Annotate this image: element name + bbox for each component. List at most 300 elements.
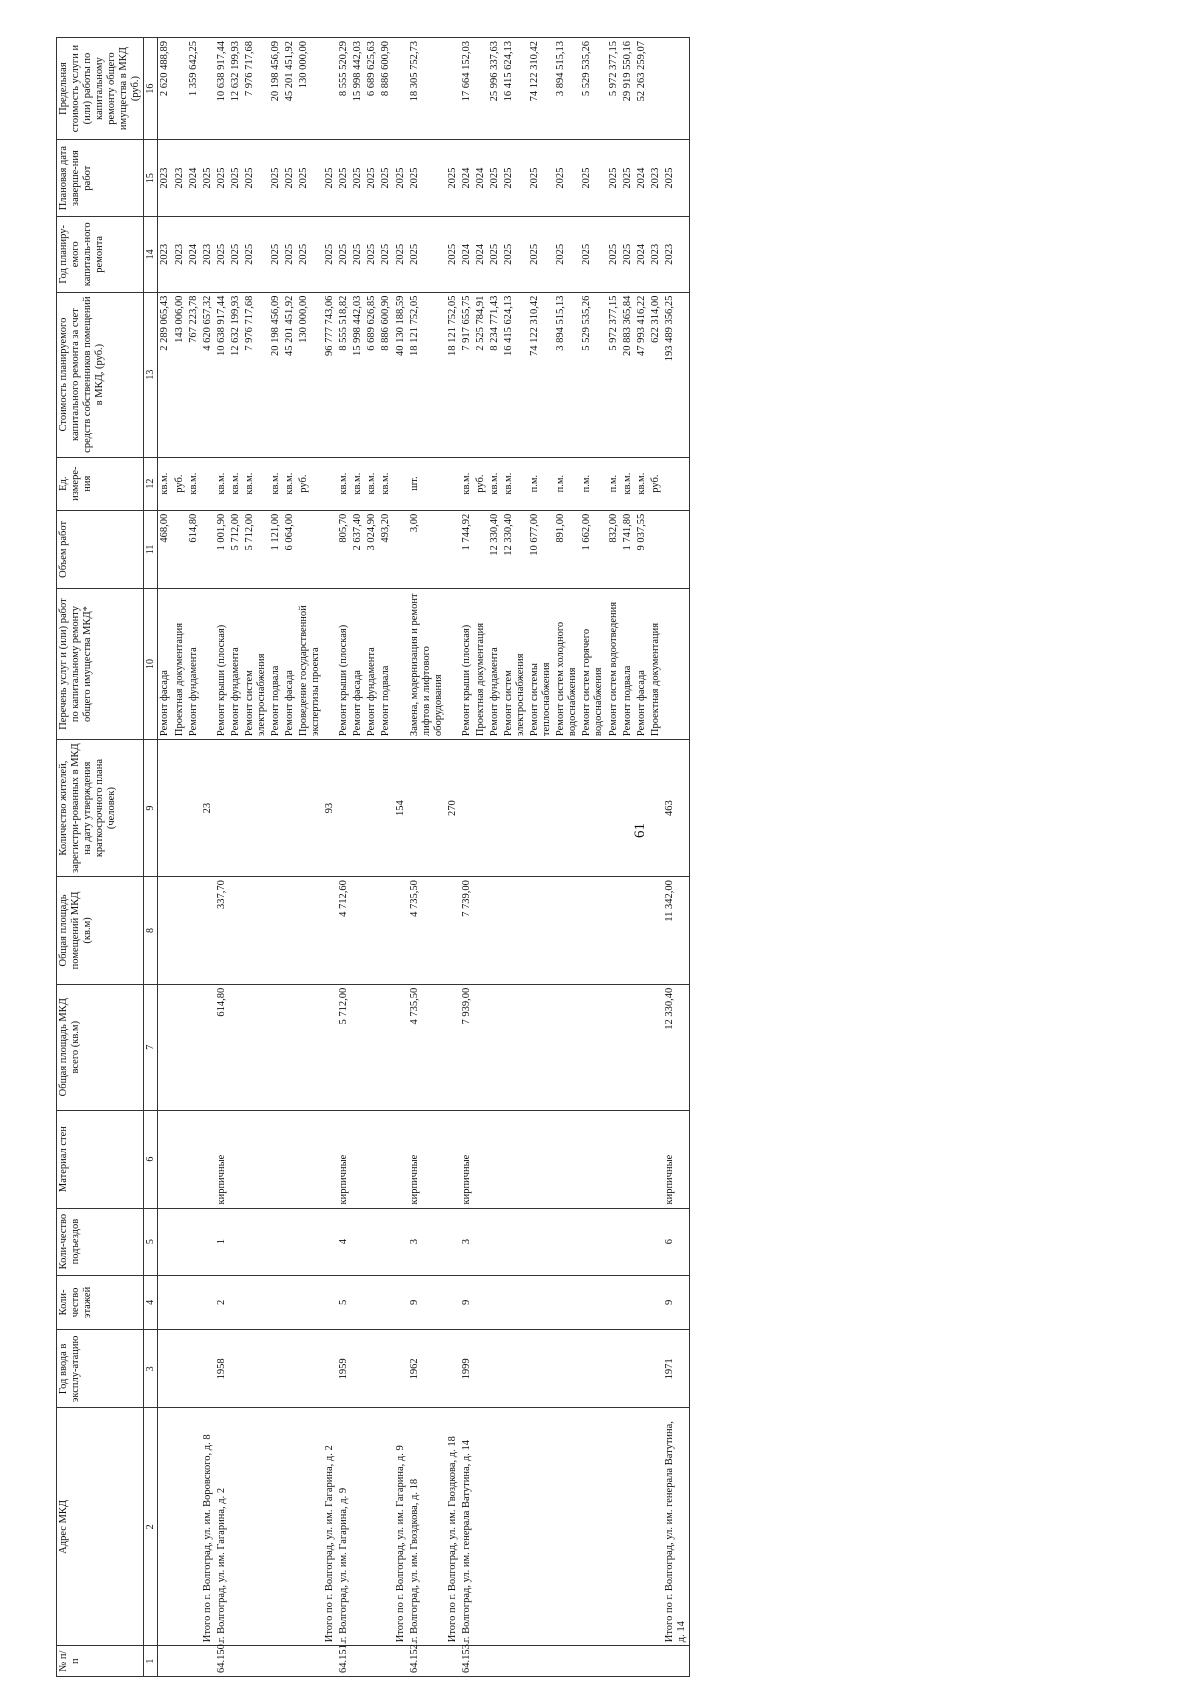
cell-unit: п.м. <box>580 457 606 510</box>
cell-year-built <box>173 1330 187 1408</box>
cell-planned-year: 2023 <box>158 217 173 293</box>
cell-year-built <box>446 1330 460 1408</box>
cell-planned-cost: 130 000,00 <box>297 292 323 457</box>
cell-premises-area <box>351 877 365 985</box>
cell-work-volume <box>394 510 408 588</box>
cell-row-number: 64.151. <box>337 1646 351 1677</box>
cell-address <box>528 1408 554 1646</box>
cell-entrances <box>201 1208 215 1275</box>
cell-unit <box>394 457 408 510</box>
cell-premises-area: 7 739,00 <box>460 877 474 985</box>
cell-address: Итого по г. Волгоград, ул. им. Гвоздкова, д. 18 <box>446 1408 460 1646</box>
cell-planned-year: 2025 <box>229 217 243 293</box>
cell-wall-material <box>635 1110 649 1208</box>
cell-unit: кв.м. <box>243 457 269 510</box>
cell-wall-material <box>173 1110 187 1208</box>
table-row <box>379 38 393 1677</box>
cell-row-number <box>229 1646 243 1677</box>
cell-total-area <box>297 984 323 1110</box>
cell-planned-year: 2025 <box>607 217 621 293</box>
header-cell: Количество жителей, зарегистри-рованных в МКД на дату утверждения краткосрочного плана (человек) <box>57 740 144 877</box>
column-number: 10 <box>144 589 158 740</box>
cell-work-volume: 805,70 <box>337 510 351 588</box>
cell-wall-material <box>229 1110 243 1208</box>
cell-total-area <box>243 984 269 1110</box>
cell-completion-date: 2025 <box>607 140 621 217</box>
cell-work-type: Ремонт систем холодного водоснабжения <box>554 589 580 740</box>
cell-work-type: Ремонт фундамента <box>488 589 502 740</box>
cell-max-cost: 18 305 752,73 <box>408 38 446 140</box>
cell-max-cost: 6 689 625,63 <box>365 38 379 140</box>
cell-floors <box>554 1275 580 1330</box>
cell-year-built: 1958 <box>215 1330 229 1408</box>
cell-entrances <box>187 1208 201 1275</box>
cell-planned-year: 2025 <box>502 217 528 293</box>
cell-work-volume: 2 637,40 <box>351 510 365 588</box>
cell-max-cost: 15 998 442,03 <box>351 38 365 140</box>
cell-wall-material <box>474 1110 488 1208</box>
cell-row-number <box>580 1646 606 1677</box>
header-row <box>57 38 144 1677</box>
cell-work-volume: 1 662,00 <box>580 510 606 588</box>
cell-wall-material <box>201 1110 215 1208</box>
cell-floors <box>243 1275 269 1330</box>
cell-entrances <box>394 1208 408 1275</box>
cell-planned-cost: 15 998 442,03 <box>351 292 365 457</box>
cell-address <box>187 1408 201 1646</box>
cell-planned-cost: 767 223,78 <box>187 292 201 457</box>
cell-completion-date: 2025 <box>663 140 690 217</box>
cell-residents-count <box>580 740 606 877</box>
cell-work-type <box>663 589 690 740</box>
table-row <box>635 38 649 1677</box>
cell-year-built <box>365 1330 379 1408</box>
cell-address <box>243 1408 269 1646</box>
cell-premises-area <box>365 877 379 985</box>
cell-planned-cost: 3 894 515,13 <box>554 292 580 457</box>
cell-wall-material <box>554 1110 580 1208</box>
cell-floors <box>446 1275 460 1330</box>
cell-premises-area: 4 712,60 <box>337 877 351 985</box>
cell-address <box>283 1408 297 1646</box>
cell-completion-date: 2025 <box>502 140 528 217</box>
cell-work-volume: 891,00 <box>554 510 580 588</box>
cell-address <box>269 1408 283 1646</box>
cell-row-number <box>351 1646 365 1677</box>
cell-residents-count <box>215 740 229 877</box>
cell-entrances: 3 <box>460 1208 474 1275</box>
cell-row-number <box>474 1646 488 1677</box>
cell-total-area <box>635 984 649 1110</box>
cell-max-cost: 29 919 550,16 <box>621 38 635 140</box>
cell-entrances <box>269 1208 283 1275</box>
cell-residents-count: 23 <box>201 740 215 877</box>
cell-wall-material <box>580 1110 606 1208</box>
table-row <box>663 38 690 1677</box>
column-number: 5 <box>144 1208 158 1275</box>
cell-work-type: Ремонт фундамента <box>187 589 201 740</box>
cell-residents-count <box>502 740 528 877</box>
cell-residents-count <box>297 740 323 877</box>
cell-row-number <box>297 1646 323 1677</box>
cell-completion-date: 2024 <box>460 140 474 217</box>
cell-address <box>635 1408 649 1646</box>
cell-planned-year: 2025 <box>269 217 283 293</box>
cell-entrances <box>607 1208 621 1275</box>
cell-work-volume: 5 712,00 <box>229 510 243 588</box>
cell-work-volume: 1 744,92 <box>460 510 474 588</box>
cell-planned-year: 2025 <box>283 217 297 293</box>
cell-premises-area <box>323 877 337 985</box>
cell-total-area: 614,80 <box>215 984 229 1110</box>
cell-floors <box>502 1275 528 1330</box>
cell-planned-year: 2023 <box>649 217 663 293</box>
cell-work-volume: 3,00 <box>408 510 446 588</box>
cell-premises-area <box>187 877 201 985</box>
cell-entrances <box>649 1208 663 1275</box>
cell-premises-area <box>243 877 269 985</box>
cell-planned-year: 2025 <box>554 217 580 293</box>
cell-floors <box>297 1275 323 1330</box>
cell-residents-count <box>158 740 173 877</box>
cell-premises-area <box>229 877 243 985</box>
cell-floors: 9 <box>408 1275 446 1330</box>
cell-unit: кв.м. <box>215 457 229 510</box>
header-cell: Материал стен <box>57 1110 144 1208</box>
cell-planned-cost: 5 529 535,26 <box>580 292 606 457</box>
cell-year-built <box>394 1330 408 1408</box>
cell-row-number <box>635 1646 649 1677</box>
cell-total-area <box>323 984 337 1110</box>
cell-row-number <box>187 1646 201 1677</box>
cell-work-volume: 12 330,40 <box>488 510 502 588</box>
cell-completion-date: 2024 <box>635 140 649 217</box>
cell-address <box>173 1408 187 1646</box>
cell-row-number <box>488 1646 502 1677</box>
cell-max-cost: 2 620 488,89 <box>158 38 173 140</box>
table-row <box>365 38 379 1677</box>
cell-work-type <box>394 589 408 740</box>
column-number: 11 <box>144 510 158 588</box>
cell-completion-date: 2023 <box>158 140 173 217</box>
cell-wall-material <box>394 1110 408 1208</box>
cell-residents-count <box>528 740 554 877</box>
cell-unit: руб. <box>474 457 488 510</box>
cell-total-area: 4 735,50 <box>408 984 446 1110</box>
cell-planned-cost: 20 883 365,84 <box>621 292 635 457</box>
cell-planned-year: 2025 <box>351 217 365 293</box>
cell-planned-year: 2025 <box>488 217 502 293</box>
cell-planned-cost: 7 976 717,68 <box>243 292 269 457</box>
table-row <box>528 38 554 1677</box>
cell-residents-count <box>187 740 201 877</box>
cell-work-type: Ремонт подвала <box>269 589 283 740</box>
table-row <box>488 38 502 1677</box>
table-row <box>554 38 580 1677</box>
column-number: 15 <box>144 140 158 217</box>
cell-total-area <box>269 984 283 1110</box>
cell-planned-cost: 8 886 600,90 <box>379 292 393 457</box>
cell-floors <box>187 1275 201 1330</box>
cell-max-cost <box>649 38 663 140</box>
cell-floors: 5 <box>337 1275 351 1330</box>
cell-completion-date: 2025 <box>323 140 337 217</box>
cell-floors <box>323 1275 337 1330</box>
cell-year-built <box>635 1330 649 1408</box>
table-row <box>408 38 446 1677</box>
cell-premises-area <box>488 877 502 985</box>
cell-unit: кв.м. <box>337 457 351 510</box>
cell-planned-cost: 18 121 752,05 <box>408 292 446 457</box>
cell-work-type: Замена, модернизация и ремонт лифтов и лифтового оборудования <box>408 589 446 740</box>
cell-wall-material <box>607 1110 621 1208</box>
cell-max-cost <box>323 38 337 140</box>
cell-max-cost: 8 886 600,90 <box>379 38 393 140</box>
header-cell: Коли-чество подъездов <box>57 1208 144 1275</box>
cell-row-number <box>379 1646 393 1677</box>
cell-work-volume: 12 330,40 <box>502 510 528 588</box>
cell-completion-date: 2025 <box>488 140 502 217</box>
cell-completion-date: 2025 <box>351 140 365 217</box>
cell-completion-date: 2023 <box>173 140 187 217</box>
cell-completion-date: 2025 <box>215 140 229 217</box>
cell-work-volume <box>297 510 323 588</box>
cell-total-area: 12 330,40 <box>663 984 690 1110</box>
cell-premises-area: 337,70 <box>215 877 229 985</box>
cell-floors <box>201 1275 215 1330</box>
cell-work-type: Ремонт фасада <box>635 589 649 740</box>
cell-residents-count <box>607 740 621 877</box>
cell-unit: п.м. <box>528 457 554 510</box>
rotated-table-sheet <box>56 37 1126 1677</box>
table-row <box>215 38 229 1677</box>
header-cell: Общая площадь МКД всего (кв.м) <box>57 984 144 1110</box>
cell-floors <box>229 1275 243 1330</box>
cell-address: г. Волгоград, ул. им. Гагарина, д. 2 <box>215 1408 229 1646</box>
table-row <box>297 38 323 1677</box>
cell-total-area <box>528 984 554 1110</box>
cell-total-area <box>351 984 365 1110</box>
cell-premises-area <box>173 877 187 985</box>
column-number: 13 <box>144 292 158 457</box>
cell-work-type: Ремонт фасада <box>158 589 173 740</box>
cell-max-cost: 20 198 456,09 <box>269 38 283 140</box>
cell-wall-material <box>351 1110 365 1208</box>
cell-year-built <box>158 1330 173 1408</box>
cell-planned-year: 2025 <box>408 217 446 293</box>
cell-row-number <box>283 1646 297 1677</box>
cell-row-number <box>554 1646 580 1677</box>
cell-completion-date: 2024 <box>187 140 201 217</box>
cell-entrances <box>446 1208 460 1275</box>
cell-row-number <box>173 1646 187 1677</box>
cell-year-built: 1999 <box>460 1330 474 1408</box>
cell-premises-area <box>621 877 635 985</box>
table-row <box>201 38 215 1677</box>
cell-planned-cost: 5 972 377,15 <box>607 292 621 457</box>
cell-address <box>229 1408 243 1646</box>
cell-address: Итого по г. Волгоград, ул. им. Гагарина, д. 9 <box>394 1408 408 1646</box>
cell-work-volume: 468,00 <box>158 510 173 588</box>
column-number: 1 <box>144 1646 158 1677</box>
cell-entrances <box>351 1208 365 1275</box>
cell-unit: кв.м. <box>187 457 201 510</box>
cell-planned-year: 2025 <box>323 217 337 293</box>
cell-planned-year: 2024 <box>460 217 474 293</box>
cell-floors: 9 <box>460 1275 474 1330</box>
cell-planned-cost: 2 525 784,91 <box>474 292 488 457</box>
cell-unit: кв.м. <box>269 457 283 510</box>
cell-floors <box>528 1275 554 1330</box>
cell-planned-cost: 4 620 657,32 <box>201 292 215 457</box>
cell-planned-year: 2024 <box>635 217 649 293</box>
cell-residents-count: 270 <box>446 740 460 877</box>
cell-planned-cost: 16 415 624,13 <box>502 292 528 457</box>
cell-total-area <box>379 984 393 1110</box>
cell-total-area <box>187 984 201 1110</box>
column-number: 6 <box>144 1110 158 1208</box>
cell-max-cost: 130 000,00 <box>297 38 323 140</box>
cell-wall-material: кирпичные <box>337 1110 351 1208</box>
cell-work-volume: 5 712,00 <box>243 510 269 588</box>
cell-unit: кв.м. <box>365 457 379 510</box>
cell-premises-area <box>297 877 323 985</box>
cell-floors <box>269 1275 283 1330</box>
cell-year-built <box>649 1330 663 1408</box>
header-cell: Год ввода в эксплу-атацию <box>57 1330 144 1408</box>
cell-entrances <box>158 1208 173 1275</box>
cell-work-type: Ремонт системы теплоснабжения <box>528 589 554 740</box>
cell-wall-material: кирпичные <box>408 1110 446 1208</box>
cell-planned-cost: 18 121 752,05 <box>446 292 460 457</box>
cell-planned-cost: 193 489 356,25 <box>663 292 690 457</box>
cell-max-cost: 5 529 535,26 <box>580 38 606 140</box>
cell-wall-material <box>365 1110 379 1208</box>
cell-year-built <box>502 1330 528 1408</box>
column-number: 2 <box>144 1408 158 1646</box>
cell-max-cost: 16 415 624,13 <box>502 38 528 140</box>
cell-premises-area: 11 342,00 <box>663 877 690 985</box>
cell-completion-date: 2025 <box>379 140 393 217</box>
cell-unit: руб. <box>297 457 323 510</box>
cell-residents-count <box>173 740 187 877</box>
cell-floors <box>635 1275 649 1330</box>
cell-planned-year: 2025 <box>580 217 606 293</box>
cell-entrances: 1 <box>215 1208 229 1275</box>
cell-floors <box>283 1275 297 1330</box>
cell-unit: кв.м. <box>351 457 365 510</box>
cell-row-number <box>201 1646 215 1677</box>
table-row <box>229 38 243 1677</box>
cell-work-type: Ремонт фасада <box>283 589 297 740</box>
cell-planned-cost: 96 777 743,06 <box>323 292 337 457</box>
cell-completion-date: 2025 <box>243 140 269 217</box>
cell-unit: шт. <box>408 457 446 510</box>
cell-residents-count <box>243 740 269 877</box>
cell-max-cost: 52 263 259,07 <box>635 38 649 140</box>
cell-residents-count: 463 <box>663 740 690 877</box>
cell-work-type: Проектная документация <box>649 589 663 740</box>
cell-planned-year: 2023 <box>663 217 690 293</box>
cell-work-type: Ремонт систем горячего водоснабжения <box>580 589 606 740</box>
cell-work-type: Ремонт систем электроснабжения <box>502 589 528 740</box>
cell-address <box>474 1408 488 1646</box>
cell-max-cost: 12 632 199,93 <box>229 38 243 140</box>
cell-planned-year: 2025 <box>215 217 229 293</box>
cell-premises-area <box>269 877 283 985</box>
cell-address <box>365 1408 379 1646</box>
cell-address <box>351 1408 365 1646</box>
cell-planned-cost: 10 638 917,44 <box>215 292 229 457</box>
cell-work-volume <box>474 510 488 588</box>
cell-planned-cost: 7 917 655,75 <box>460 292 474 457</box>
cell-year-built <box>243 1330 269 1408</box>
cell-floors <box>474 1275 488 1330</box>
cell-year-built <box>621 1330 635 1408</box>
cell-year-built <box>474 1330 488 1408</box>
cell-entrances <box>283 1208 297 1275</box>
cell-address: Итого по г. Волгоград, ул. им. генерала Ватутина, д. 14 <box>663 1408 690 1646</box>
cell-premises-area <box>607 877 621 985</box>
cell-entrances <box>488 1208 502 1275</box>
cell-planned-cost: 45 201 451,92 <box>283 292 297 457</box>
cell-premises-area <box>474 877 488 985</box>
cell-total-area: 7 939,00 <box>460 984 474 1110</box>
cell-entrances <box>554 1208 580 1275</box>
cell-wall-material <box>297 1110 323 1208</box>
cell-residents-count <box>379 740 393 877</box>
table-header <box>57 38 158 1677</box>
cell-row-number <box>365 1646 379 1677</box>
cell-address: г. Волгоград, ул. им. Гвоздкова, д. 18 <box>408 1408 446 1646</box>
cell-work-volume: 1 121,00 <box>269 510 283 588</box>
cell-planned-cost: 40 130 188,59 <box>394 292 408 457</box>
cell-entrances <box>229 1208 243 1275</box>
cell-residents-count <box>337 740 351 877</box>
cell-completion-date: 2025 <box>297 140 323 217</box>
cell-year-built <box>528 1330 554 1408</box>
cell-residents-count <box>635 740 649 877</box>
cell-planned-cost: 8 555 518,82 <box>337 292 351 457</box>
cell-total-area <box>394 984 408 1110</box>
cell-entrances <box>528 1208 554 1275</box>
cell-residents-count <box>269 740 283 877</box>
cell-work-type: Проектная документация <box>173 589 187 740</box>
cell-row-number <box>243 1646 269 1677</box>
cell-premises-area <box>446 877 460 985</box>
cell-planned-year: 2025 <box>394 217 408 293</box>
cell-address: г. Волгоград, ул. им. генерала Ватутина, д. 14 <box>460 1408 474 1646</box>
cell-entrances <box>580 1208 606 1275</box>
table-row <box>649 38 663 1677</box>
cell-work-volume: 614,80 <box>187 510 201 588</box>
cell-premises-area <box>635 877 649 985</box>
cell-total-area <box>283 984 297 1110</box>
cell-planned-year: 2025 <box>379 217 393 293</box>
cell-completion-date: 2025 <box>394 140 408 217</box>
cell-residents-count <box>554 740 580 877</box>
cell-floors <box>621 1275 635 1330</box>
cell-entrances <box>323 1208 337 1275</box>
cell-completion-date: 2025 <box>554 140 580 217</box>
cell-max-cost: 17 664 152,03 <box>460 38 474 140</box>
cell-year-built <box>554 1330 580 1408</box>
cell-work-type: Ремонт фундамента <box>229 589 243 740</box>
table-row <box>460 38 474 1677</box>
cell-max-cost: 8 555 520,29 <box>337 38 351 140</box>
cell-planned-year: 2025 <box>243 217 269 293</box>
cell-completion-date: 2025 <box>528 140 554 217</box>
